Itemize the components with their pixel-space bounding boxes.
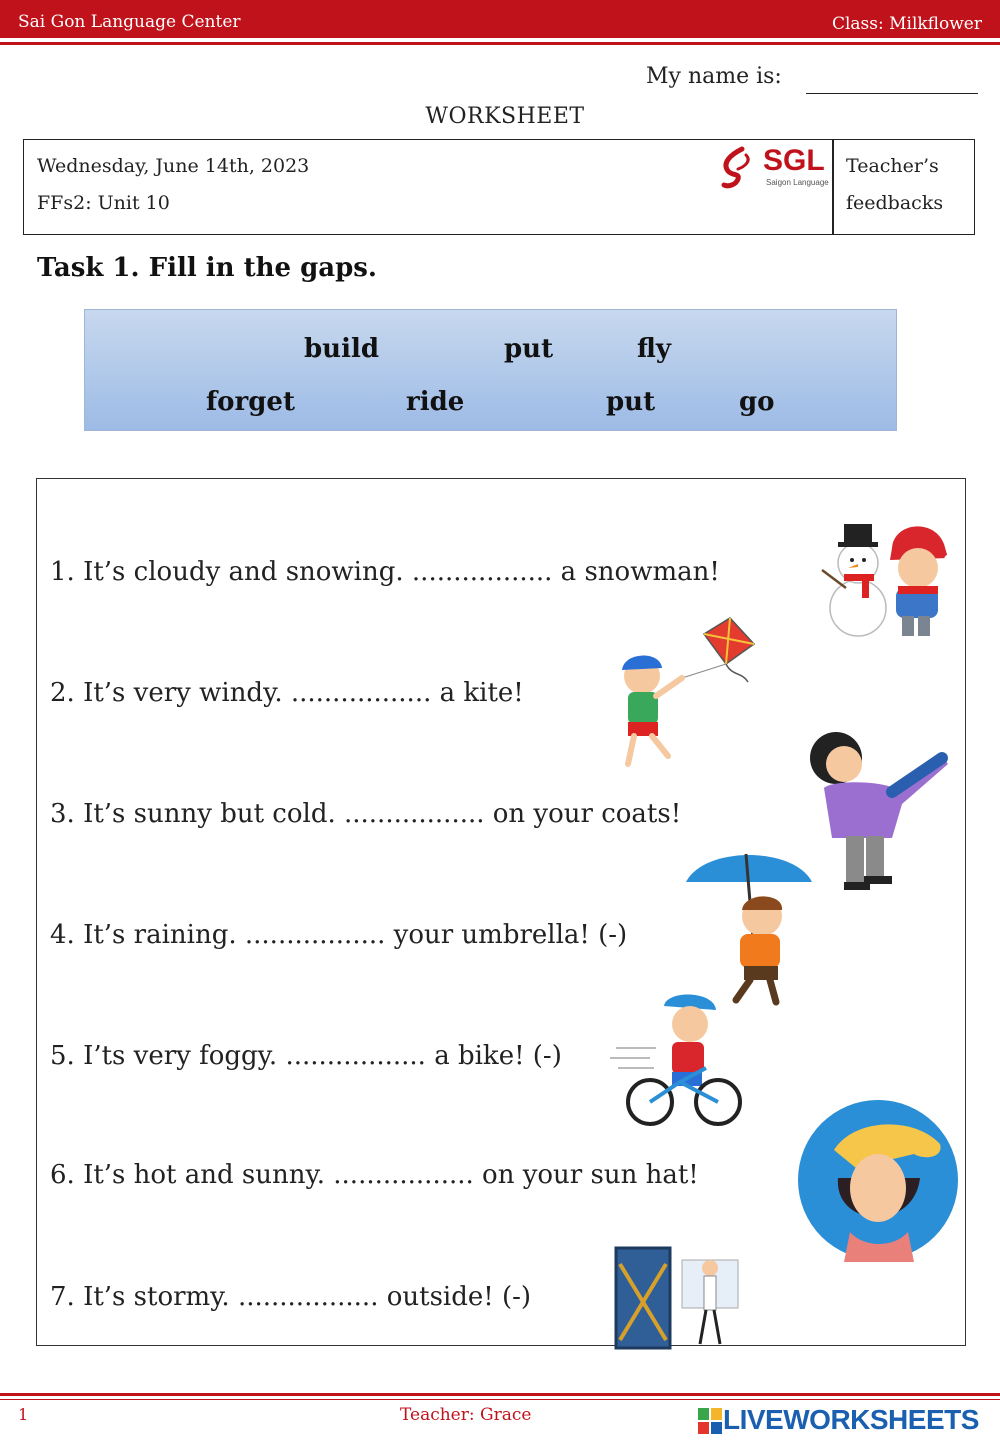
footer-rule-thin — [0, 1399, 1000, 1400]
worksheet-title: WORKSHEET — [425, 104, 585, 129]
sgl-logo-subtitle: Saigon Language — [766, 178, 829, 187]
page-number: 1 — [18, 1405, 29, 1424]
teacher-name: Teacher: Grace — [400, 1405, 532, 1425]
exercise-sentence-1[interactable]: 1. It’s cloudy and snowing. ................. a snowman! — [50, 557, 720, 587]
lesson-date: Wednesday, June 14th, 2023 — [37, 155, 310, 177]
word-bank-item: put — [606, 387, 656, 417]
info-divider — [832, 139, 834, 235]
word-bank-item: go — [739, 387, 775, 417]
kite-boy-illustration — [612, 616, 760, 772]
name-input-line[interactable] — [806, 93, 978, 94]
cold-girl-illustration — [802, 728, 950, 896]
word-bank-item: fly — [637, 334, 672, 364]
feedback-label-line1: Teacher’s — [846, 155, 939, 177]
class-name: Class: Milkflower — [831, 14, 982, 34]
task-title: Task 1. Fill in the gaps. — [37, 253, 377, 283]
exercise-sentence-6[interactable]: 6. It’s hot and sunny. ................. on your sun hat! — [50, 1160, 699, 1190]
sgl-logo-text: SGL — [763, 144, 825, 177]
umbrella-boy-illustration — [684, 850, 814, 1010]
liveworksheets-brand[interactable]: LIVEWORKSHEETS — [723, 1404, 979, 1435]
exercise-sentence-7[interactable]: 7. It’s stormy. ................. outside! (-) — [50, 1282, 532, 1312]
word-bank-item: forget — [206, 387, 295, 417]
exercise-sentence-3[interactable]: 3. It’s sunny but cold. ................. on your coats! — [50, 799, 682, 829]
center-name: Sai Gon Language Center — [18, 12, 241, 32]
footer-rule — [0, 1393, 1000, 1396]
snowman-kid-illustration — [818, 508, 956, 642]
sun-hat-woman-illustration — [794, 1098, 962, 1262]
word-bank-item: ride — [406, 387, 465, 417]
header-underline — [0, 42, 1000, 45]
lesson-unit: FFs2: Unit 10 — [37, 192, 170, 214]
word-bank-item: put — [504, 334, 554, 364]
exercise-sentence-4[interactable]: 4. It’s raining. ................. your umbrella! (-) — [50, 920, 628, 950]
name-label: My name is: — [646, 64, 782, 89]
exercise-sentence-5[interactable]: 5. I’ts very foggy. ................. a bike! (-) — [50, 1041, 562, 1071]
feedback-label-line2: feedbacks — [846, 192, 944, 214]
exercise-sentence-2[interactable]: 2. It’s very windy. ................. a kite! — [50, 678, 524, 708]
bike-boy-illustration — [610, 992, 746, 1132]
word-bank-item: build — [304, 334, 380, 364]
liveworksheets-logo-icon — [698, 1408, 722, 1434]
stormy-door-illustration — [612, 1244, 742, 1350]
